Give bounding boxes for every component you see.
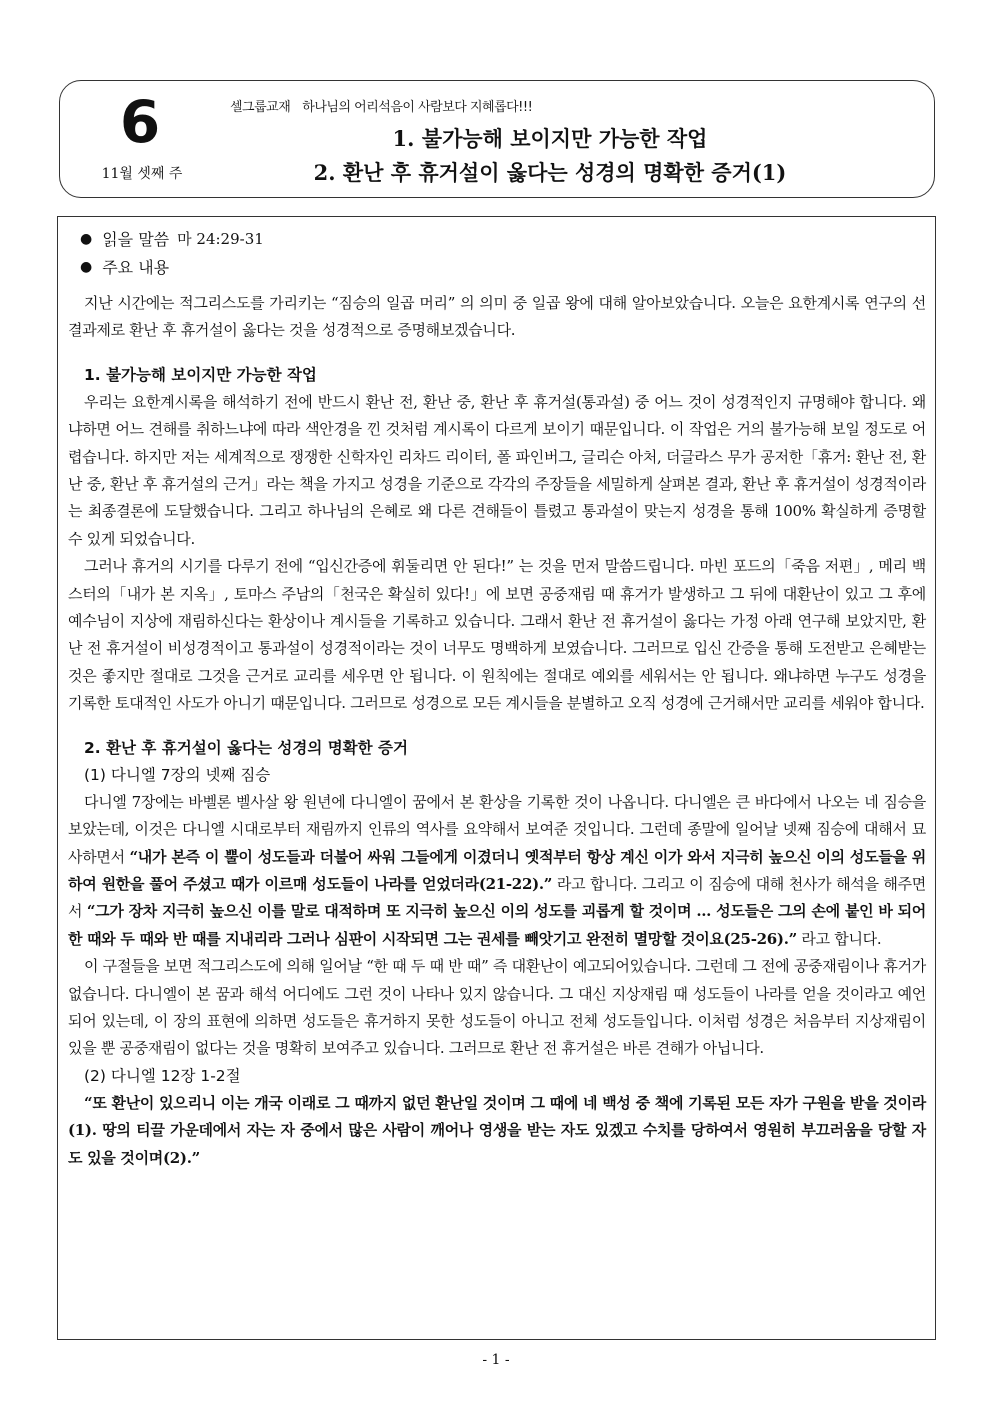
lesson-title-1: 1. 불가능해 보이지만 가능한 작업 <box>392 126 708 151</box>
scripture-quote: “그가 장차 지극히 높으신 이를 말로 대적하며 또 지극히 높으신 이의 성도를 괴롭게 할 것이며 … 성도들은 그의 손에 붙인 바 되어 한 때와 두 때와 반 때를 지내리라 그러나 심판이 시작되면 그는 권세를 빼앗기고 완전히 멸망할 것이요(25-26).” <box>68 902 926 948</box>
paragraph-text: 라고 합니다. <box>796 929 882 948</box>
lesson-number: 6 <box>119 88 161 156</box>
summary-label: 주요 내용 <box>102 258 170 278</box>
series-label: 셀그룹교재 <box>230 100 291 115</box>
reading-value: 마 24:29-31 <box>177 230 264 249</box>
section-1-heading: 1. 불가능해 보이지만 가능한 작업 <box>84 365 317 384</box>
lesson-title-2: 2. 환난 후 휴거설이 옳다는 성경의 명확한 증거(1) <box>313 160 787 185</box>
reading-label: 읽을 말씀 <box>102 230 170 250</box>
series-line <box>230 96 544 115</box>
reading-row <box>68 226 926 254</box>
section-1-paragraph-2: 그러나 휴거의 시기를 다루기 전에 “입신간증에 휘둘리면 안 된다!” 는 것을 먼저 말씀드립니다. 마빈 포드의「죽음 저편」, 메리 백스터의「내가 본 지옥」, 토마스 주남의「천국은 확실히 있다!」에 보면 공중재림 때 휴거가 발생하고 그 뒤에 대환난이 있고 그 후에 예수님이 지상에 재림하신다는 환상이나 계시들을 기록하고 있습니다. 그래서 환난 전 휴거설이 옳다는 가정 아래 연구해 보았지만, 환난 전 휴거설이 비성경적이고 통과설이 성경적이라는 것이 너무도 명백하게 보였습니다. 그러므로 입신 간증을 통해 도전받고 은혜받는 것은 좋지만 절대로 그것을 근거로 교리를 세우면 안 됩니다. 이 원칙에는 절대로 예외를 세워서는 안 됩니다. 왜냐하면 누구도 성경을 기록한 토대적인 사도가 아니기 때문입니다. 그러므로 성경으로 모든 계시들을 분별하고 오직 성경에 근거해서만 교리를 세워야 합니다. <box>68 557 926 713</box>
week-label: 11월 셋째 주 <box>101 166 183 182</box>
section-2-heading: 2. 환난 후 휴거설이 옳다는 성경의 명확한 증거 <box>84 738 408 757</box>
section-1-paragraph-1: 우리는 요한계시록을 해석하기 전에 반드시 환난 전, 환난 중, 환난 후 휴거설(통과설) 중 어느 것이 성경적인지 규명해야 합니다. 왜냐하면 어느 견해를 취하느냐에 따라 색안경을 낀 것처럼 계시록이 다르게 보이기 때문입니다. 이 작업은 거의 불가능해 보일 정도로 어렵습니다. 하지만 저는 세계적으로 쟁쟁한 신학자인 리차드 리이터, 폴 파인버그, 글리슨 아처, 더글라스 무가 공저한「휴거: 환난 전, 환난 중, 환난 후 휴거설의 근거」라는 책을 가지고 성경을 기준으로 각각의 주장들을 세밀하게 살펴본 결과, 환난 후 휴거설이 성경적이라는 최종결론에 도달했습니다. 그리고 하나님의 은혜로 왜 다른 견해들이 틀렸고 통과설이 맞는지 성경을 통해 100% 확실하게 증명할 수 있게 되었습니다. <box>68 392 926 548</box>
summary-row <box>68 254 926 282</box>
intro-paragraph: 지난 시간에는 적그리스도를 가리키는 “짐승의 일곱 머리” 의 의미 중 일곱 왕에 대해 알아보았습니다. 오늘은 요한계시록 연구의 선결과제로 환난 후 휴거설이 옳다는 것을 성경적으로 증명해보겠습니다. <box>68 294 926 340</box>
bullet-icon: ● <box>80 259 93 276</box>
section-2-paragraph-1 <box>68 789 926 953</box>
scripture-quote: “내가 본즉 이 뿔이 성도들과 더불어 싸워 그들에게 이겼더니 옛적부터 항상 계신 이가 와서 지극히 높으신 이의 성도들을 위하여 원한을 풀어 주셨고 때가 이르매 성도들이 나라를 얻었더라(21-22).” <box>68 847 926 893</box>
section-2-subheading-1: (1) 다니엘 7장의 넷째 짐승 <box>84 765 271 784</box>
section-2-subheading-2: (2) 다니엘 12장 1-2절 <box>84 1066 241 1085</box>
page-number: - 1 - <box>482 1352 510 1368</box>
paragraph-text: 라고 합니다. 그리고 이 짐승에 대해 천사가 해석을 해주면서 <box>68 874 926 921</box>
paragraph-text: 다니엘 7장에는 바벨론 벨사살 왕 원년에 다니엘이 꿈에서 본 환상을 기록한 것이 나옵니다. 다니엘은 큰 바다에서 나오는 네 짐승을 보았는데, 이것은 다니엘 시대로부터 재림까지 인류의 역사를 요약해서 보여준 것입니다. 그런데 종말에 일어날 넷째 짐승에 대해서 묘사하면서 <box>68 792 926 866</box>
bullet-icon: ● <box>80 231 93 248</box>
scripture-quote-block: “또 환난이 있으리니 이는 개국 이래로 그 때까지 없던 환난일 것이며 그 때에 네 백성 중 책에 기록된 모든 자가 구원을 받을 것이라(1). 땅의 티끌 가운데에서 자는 자 중에서 많은 사람이 깨어나 영생을 받는 자도 있겠고 수치를 당하여서 영원히 부끄러움을 당할 자도 있을 것이며(2).” <box>68 1093 926 1167</box>
lesson-content <box>68 226 926 1172</box>
series-title: 하나님의 어리석음이 사람보다 지혜롭다!!! <box>302 100 533 115</box>
section-2-paragraph-2: 이 구절들을 보면 적그리스도에 의해 일어날 “한 때 두 때 반 때” 즉 대환난이 예고되어있습니다. 그런데 그 전에 공중재림이나 휴거가 없습니다. 다니엘이 본 꿈과 해석 어디에도 그런 것이 나타나 있지 않습니다. 그 대신 지상재림 때 성도들이 나라를 얻을 것이라고 예언되어 있는데, 이 장의 표현에 의하면 성도들은 휴거하지 못한 성도들이 아니고 전체 성도들입니다. 이처럼 성경은 처음부터 지상재림이 있을 뿐 공중재림이 없다는 것을 명확히 보여주고 있습니다. 그러므로 환난 전 휴거설은 바른 견해가 아닙니다. <box>68 957 926 1058</box>
